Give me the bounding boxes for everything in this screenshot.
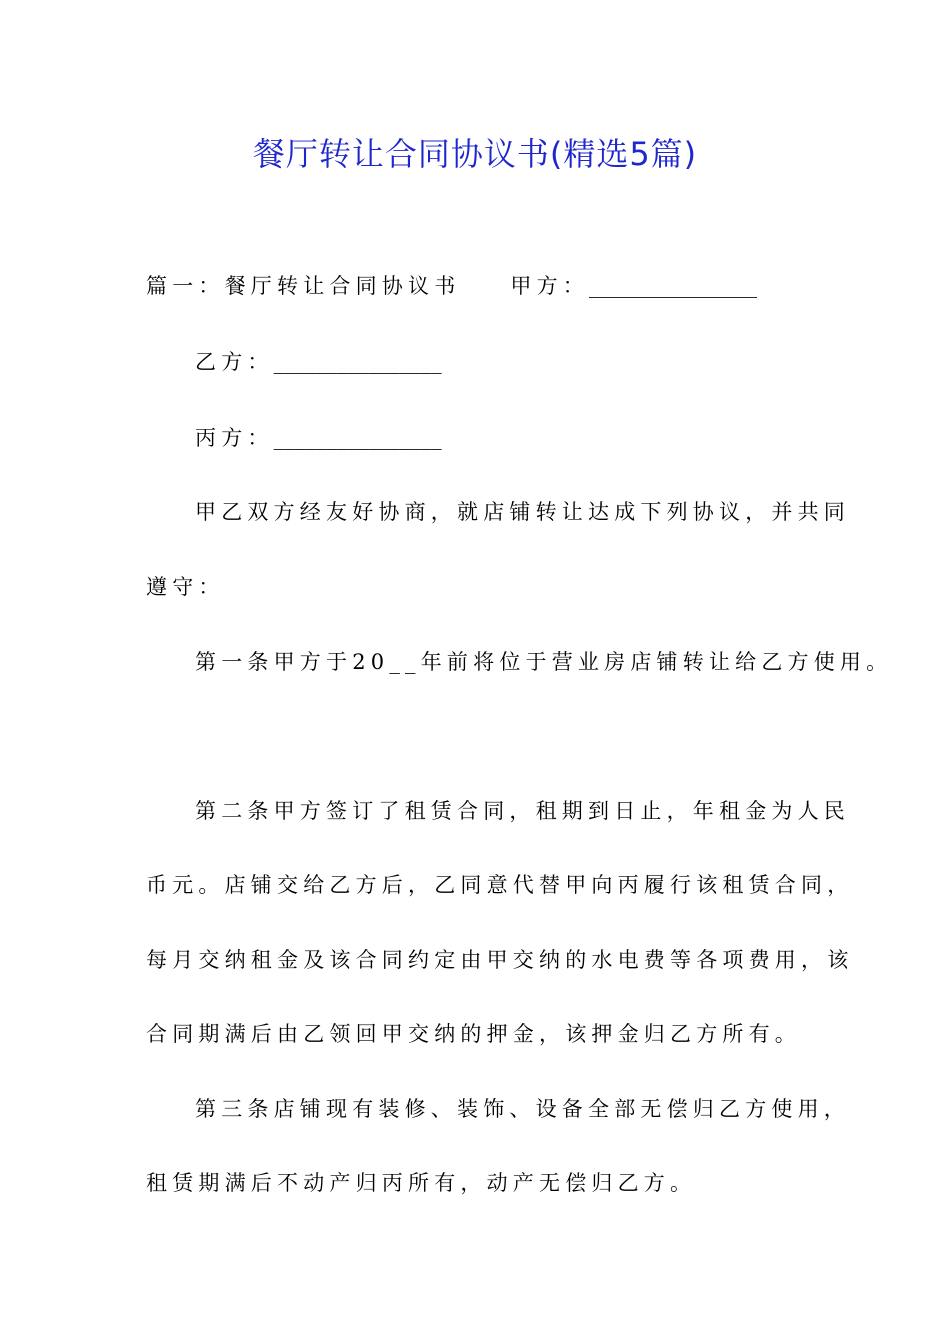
party-b-blank: ________________ [273, 350, 442, 374]
party-a-blank: ________________ [589, 274, 758, 298]
party-c-line [195, 422, 442, 452]
paragraph-line: 每月交纳租金及该合同约定由甲交纳的水电费等各项费用，该 [146, 948, 854, 972]
section-heading-line [146, 270, 757, 300]
paragraph-line: 甲乙双方经友好协商，就店铺转让达成下列协议，并共同 [195, 500, 850, 524]
party-a-label: 甲方： [510, 274, 590, 298]
party-c-label: 丙方： [195, 426, 274, 450]
paragraph-line: 币元。店铺交给乙方后，乙同意代替甲向丙履行该租赁合同， [146, 873, 854, 897]
paragraph-line: 第三条店铺现有装修、装饰、设备全部无偿归乙方使用， [195, 1097, 850, 1121]
party-b-label: 乙方： [195, 350, 274, 374]
paragraph-line: 第二条甲方签订了租赁合同，租期到日止，年租金为人民 [195, 799, 850, 823]
paragraph-line: 遵守： [146, 575, 225, 599]
party-c-blank: ________________ [273, 426, 442, 450]
party-b-line [195, 346, 442, 376]
paragraph-line: 第一条甲方于20__年前将位于营业房店铺转让给乙方使用。 [195, 650, 893, 674]
document-title: 餐厅转让合同协议书(精选5篇) [252, 135, 698, 173]
section-heading: 篇一：餐厅转让合同协议书 [146, 274, 461, 298]
paragraph-line: 租赁期满后不动产归丙所有，动产无偿归乙方。 [146, 1171, 697, 1195]
paragraph-line: 合同期满后由乙领回甲交纳的押金，该押金归乙方所有。 [146, 1022, 801, 1046]
